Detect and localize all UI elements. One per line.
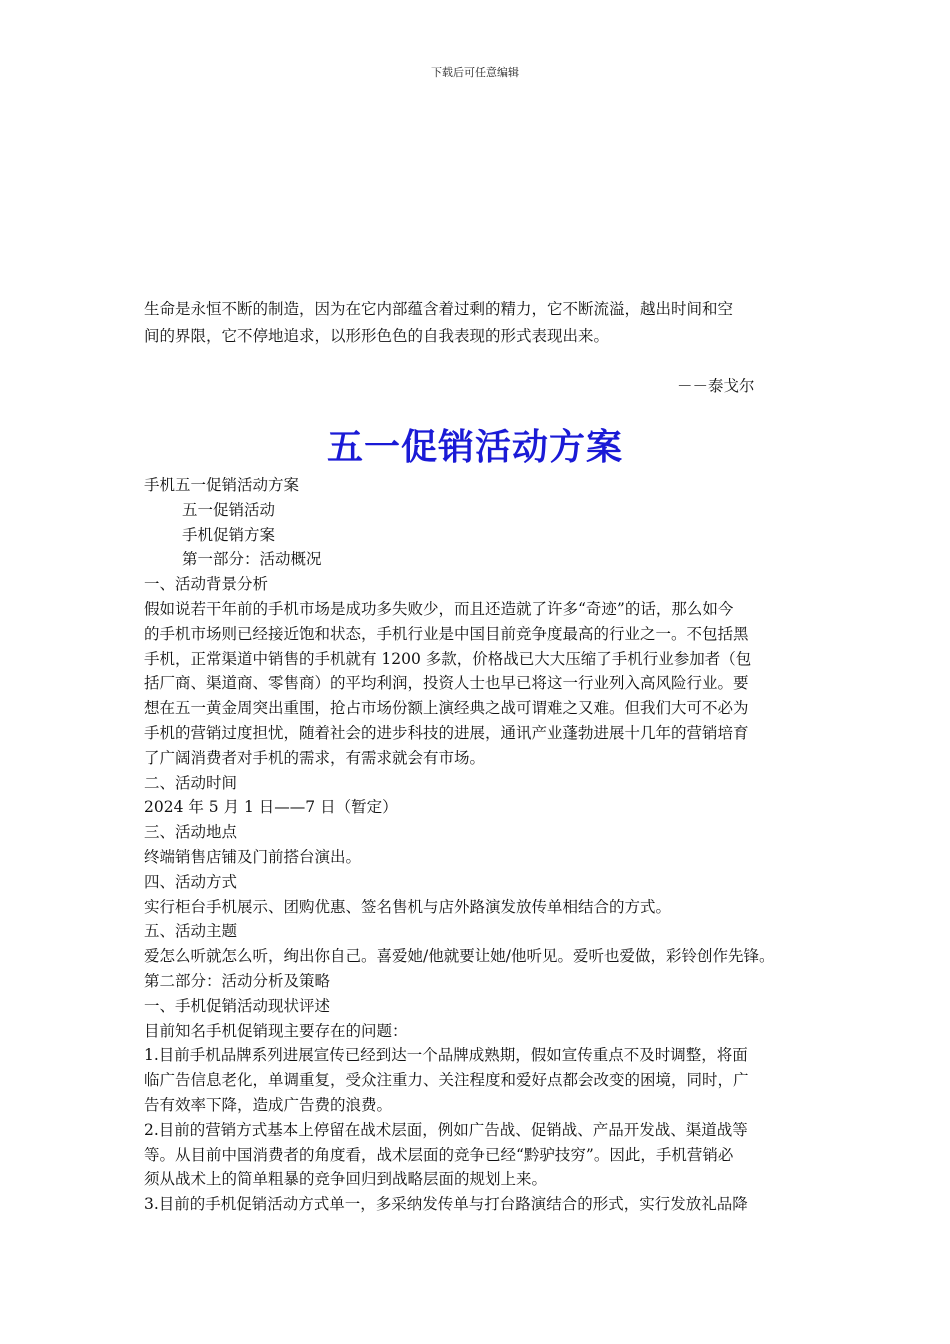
section-heading: 二、活动时间: [144, 773, 238, 792]
paragraph-line: 2.目前的营销方式基本上停留在战术层面，例如广告战、促销战、产品开发战、渠道战等: [144, 1120, 748, 1139]
paragraph-line: 了广阔消费者对手机的需求，有需求就会有市场。: [144, 748, 486, 767]
paragraph-line: 临广告信息老化，单调重复，受众注重力、关注程度和爱好点都会改变的困境，同时，广: [144, 1071, 749, 1090]
body-line-keyword: 五一促销活动: [182, 500, 276, 519]
body-line-keyword: 手机促销方案: [182, 525, 276, 544]
paragraph-line: 2024 年 5 月 1 日——7 日（暂定）: [144, 798, 398, 817]
body-line-subtitle: 手机五一促销活动方案: [144, 476, 300, 494]
section-heading: 三、活动地点: [144, 823, 238, 842]
section-heading: 四、活动方式: [144, 872, 238, 891]
paragraph-line: 等。从目前中国消费者的角度看，战术层面的竞争已经“黔驴技穷”。因此，手机营销必: [144, 1145, 734, 1164]
paragraph-line: 的手机市场则已经接近饱和状态，手机行业是中国目前竞争度最高的行业之一。不包括黑: [144, 624, 749, 643]
paragraph-line: 须从战术上的简单粗暴的竞争回归到战略层面的规划上来。: [144, 1170, 548, 1189]
paragraph-line: 目前知名手机促销现主要存在的问题：: [144, 1021, 408, 1040]
section-heading-part-one: 第一部分：活动概况: [182, 550, 322, 569]
section-heading: 一、活动背景分析: [144, 575, 269, 594]
section-heading: 五、活动主题: [144, 922, 238, 941]
paragraph-line: 3.目前的手机促销活动方式单一，多采纳发传单与打台路演结合的形式，实行发放礼品降: [144, 1195, 748, 1214]
paragraph-line: 实行柜台手机展示、团购优惠、签名售机与店外路演发放传单相结合的方式。: [144, 897, 672, 916]
paragraph-line: 1.目前手机品牌系列进展宣传已经到达一个品牌成熟期，假如宣传重点不及时调整，将面: [144, 1046, 748, 1065]
quote-line: 生命是永恒不断的制造，因为在它内部蕴含着过剩的精力，它不断流溢，越出时间和空: [144, 300, 734, 318]
document-body: [144, 473, 834, 1217]
section-heading-part-two: 第二部分：活动分析及策略: [144, 971, 331, 990]
paragraph-line: 终端销售店铺及门前搭台演出。: [144, 847, 362, 866]
header-note: 下载后可任意编辑: [431, 66, 519, 79]
paragraph-line: 手机的营销过度担忧，随着社会的进步科技的进展，通讯产业蓬勃进展十几年的营销培育: [144, 723, 749, 742]
paragraph-line: 括厂商、渠道商、零售商）的平均利润，投资人士也早已将这一行业列入高风险行业。要: [144, 674, 749, 693]
quote-attribution: －－泰戈尔: [677, 377, 755, 395]
epigraph-quote: [144, 296, 814, 350]
paragraph-line: 想在五一黄金周突出重围，抢占市场份额上演经典之战可谓难之又难。但我们大可不必为: [144, 699, 749, 718]
quote-line: 间的界限，它不停地追求，以形形色色的自我表现的形式表现出来。: [144, 327, 610, 345]
paragraph-line: 手机，正常渠道中销售的手机就有 1200 多款，价格战已大大压缩了手机行业参加者（包: [144, 649, 752, 668]
document-title: 五一促销活动方案: [326, 427, 623, 468]
section-heading: 一、手机促销活动现状评述: [144, 996, 331, 1015]
paragraph-line: 假如说若干年前的手机市场是成功多失败少，而且还造就了许多“奇迹”的话，那么如今: [144, 599, 734, 618]
paragraph-line: 告有效率下降，造成广告费的浪费。: [144, 1095, 393, 1114]
paragraph-line: 爱怎么听就怎么听，绚出你自己。喜爱她/他就要让她/他听见。爱听也爱做，彩铃创作先锋。: [144, 947, 775, 966]
